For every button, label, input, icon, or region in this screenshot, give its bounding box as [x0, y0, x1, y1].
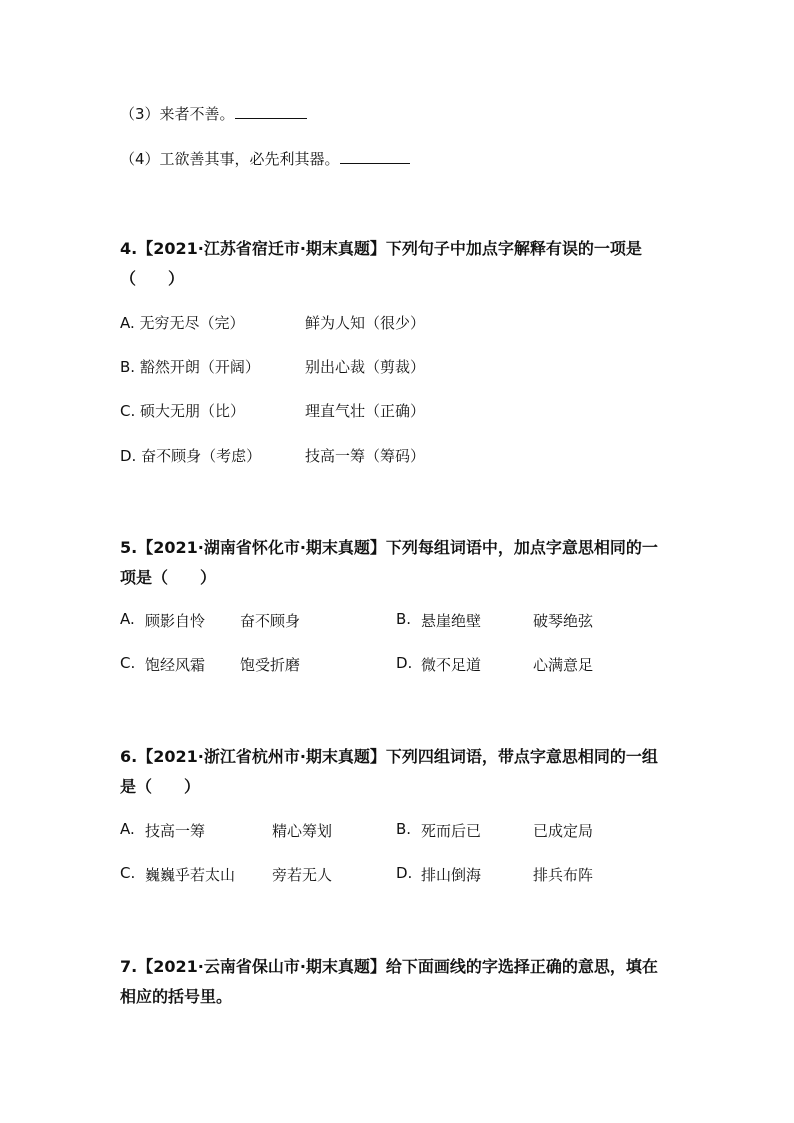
q6-a-word2: 精心筹划: [272, 822, 333, 840]
q6-c-word1: 巍巍乎若太山: [145, 866, 236, 884]
q5-stem-line2: 项是（ ）: [120, 568, 217, 587]
q5-option-a[interactable]: A.: [120, 610, 135, 628]
answer-blank[interactable]: [340, 149, 410, 164]
q4-option-c-right: 理直气壮（正确）: [305, 402, 426, 420]
q6-c-word2: 旁若无人: [272, 866, 333, 884]
option-label: D.: [120, 447, 137, 465]
option-left: 无穷无尽（完）: [139, 314, 245, 332]
q7-stem-line2: 相应的括号里。: [120, 987, 233, 1006]
q5-option-b[interactable]: B.: [396, 610, 412, 628]
q4-option-b-right: 别出心裁（剪裁）: [305, 358, 426, 376]
q5-d-word2: 心满意足: [533, 656, 594, 674]
q5-b-word2: 破琴绝弦: [533, 612, 594, 630]
option-label: B.: [120, 358, 136, 376]
q6-stem-line1: 6.【2021·浙江省杭州市·期末真题】下列四组词语，带点字意思相同的一组: [120, 747, 658, 766]
q4-option-b[interactable]: [120, 356, 260, 377]
q5-a-word2: 奋不顾身: [240, 612, 301, 630]
option-left: 硕大无朋（比）: [140, 402, 246, 420]
q4-option-a-right: 鲜为人知（很少）: [305, 314, 426, 332]
q4-stem-line1: 4.【2021·江苏省宿迁市·期末真题】下列句子中加点字解释有误的一项是: [120, 239, 642, 258]
q6-option-c[interactable]: C.: [120, 864, 136, 882]
q5-d-word1: 微不足道: [421, 656, 482, 674]
q6-a-word1: 技高一筹: [145, 822, 206, 840]
option-left: 奋不顾身（考虑）: [141, 447, 262, 465]
q5-b-word1: 悬崖绝壁: [421, 612, 482, 630]
q5-stem-line1: 5.【2021·湖南省怀化市·期末真题】下列每组词语中，加点字意思相同的一: [120, 538, 658, 557]
q7-stem-line1: 7.【2021·云南省保山市·期末真题】给下面画线的字选择正确的意思，填在: [120, 957, 658, 976]
q6-d-word2: 排兵布阵: [533, 866, 594, 884]
q4-stem-line2: （ ）: [120, 269, 185, 288]
q6-option-b[interactable]: B.: [396, 820, 412, 838]
option-left: 豁然开朗（开阔）: [139, 358, 260, 376]
item-4: [120, 148, 410, 169]
q4-option-a[interactable]: [120, 312, 245, 333]
option-label: C.: [120, 402, 136, 420]
q6-stem-line2: 是（ ）: [120, 777, 201, 796]
q5-c-word1: 饱经风霜: [145, 656, 206, 674]
q5-option-d[interactable]: D.: [396, 654, 413, 672]
q5-option-c[interactable]: C.: [120, 654, 136, 672]
q5-c-word2: 饱受折磨: [240, 656, 301, 674]
q4-option-d-right: 技高一筹（筹码）: [305, 447, 426, 465]
q6-option-a[interactable]: A.: [120, 820, 135, 838]
q4-option-d[interactable]: [120, 445, 261, 466]
item-3: [120, 103, 307, 124]
item-4-text: （4）工欲善其事，必先利其器。: [120, 150, 340, 168]
q6-b-word1: 死而后已: [421, 822, 482, 840]
q5-a-word1: 顾影自怜: [145, 612, 206, 630]
q6-option-d[interactable]: D.: [396, 864, 413, 882]
q6-b-word2: 已成定局: [533, 822, 594, 840]
answer-blank[interactable]: [235, 104, 307, 119]
option-label: A.: [120, 314, 135, 332]
q6-d-word1: 排山倒海: [421, 866, 482, 884]
q4-option-c[interactable]: [120, 400, 245, 421]
item-3-text: （3）来者不善。: [120, 105, 235, 123]
